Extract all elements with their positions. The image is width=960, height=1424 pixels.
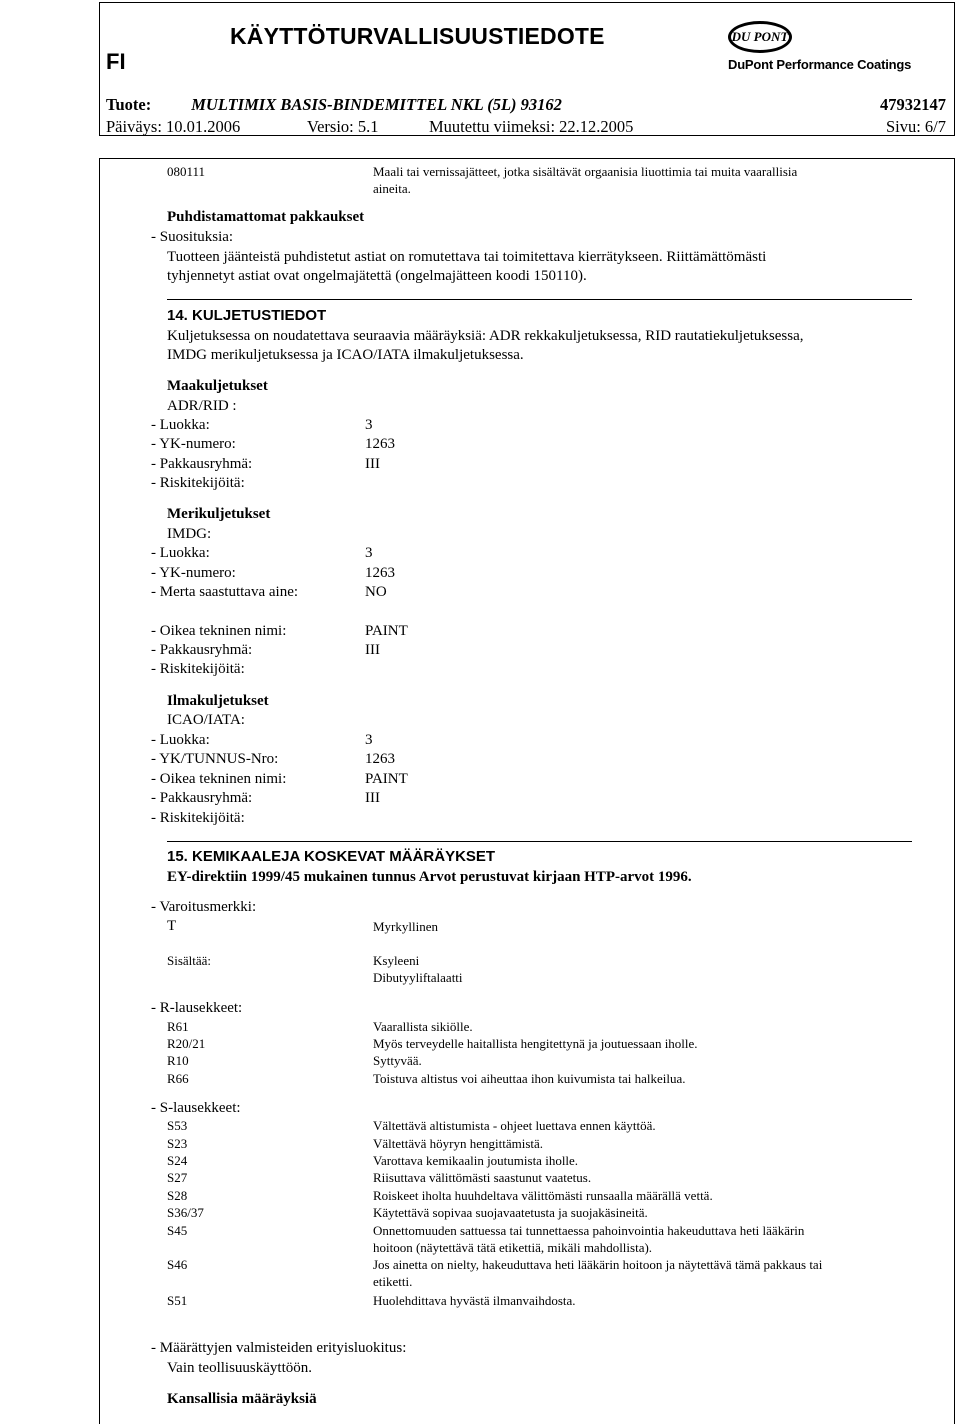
product-name: MULTIMIX BASIS-BINDEMITTEL NKL (5L) 93162 [191,95,562,114]
sea-row-label: - Riskitekijöitä: [151,661,245,677]
sea-row-value: III [365,642,380,658]
sea-row-value: PAINT [365,623,408,639]
s-phrase-text: Käytettävä sopivaa suojavaatetusta ja suojakäsineitä. [373,1205,648,1220]
land-row-value: III [365,456,380,472]
unclean-packaging-heading: Puhdistamattomat pakkaukset [167,209,365,225]
air-row-value: III [365,790,380,806]
land-row-label: - YK-numero: [151,436,236,452]
r-phrase-text: Syttyvää. [373,1053,422,1068]
land-row-value: 3 [365,417,373,433]
sea-row-label: - Oikea tekninen nimi: [151,623,287,639]
air-row-label: - Pakkausryhmä: [151,790,253,806]
s-phrase-code: S27 [167,1170,188,1185]
r-phrase-text: Myös terveydelle haitallista hengitettynä ja joutuessaan iholle. [373,1036,698,1051]
contains-item: Ksyleeni [373,953,420,968]
s-phrase-code: S24 [167,1153,188,1168]
land-row-label: - Pakkausryhmä: [151,456,253,472]
sea-transport-heading: Merikuljetukset [167,506,271,522]
s-phrase-text: Varottava kemikaalin joutumista iholle. [373,1153,579,1168]
air-row-label: - Riskitekijöitä: [151,810,245,826]
waste-description-line1: Maali tai vernissajätteet, jotka sisältävät orgaanisia liuottimia tai muita vaarallisia [373,164,798,179]
air-row-value: 1263 [365,751,395,767]
special-classification-label: - Määrättyjen valmisteiden erityisluokitus: [151,1340,407,1356]
page-number: Sivu: 6/7 [885,117,946,136]
contains-label: Sisältää: [167,953,212,968]
dupont-oval-logo-icon: DU PONT [728,21,792,53]
recommendations-line2: tyhjennetyt astiat ovat ongelmajätettä (ongelmajätteen koodi 150110). [167,268,587,284]
transport-intro-line2: IMDG merikuljetuksessa ja ICAO/IATA ilmakuljetuksessa. [167,347,524,363]
land-row-label: - Riskitekijöitä: [151,475,245,491]
section-14-heading: 14. KULJETUSTIEDOT [167,307,327,324]
section-15-heading: 15. KEMIKAALEJA KOSKEVAT MÄÄRÄYKSET [167,848,496,865]
s-phrases-label: - S-lausekkeet: [151,1100,241,1116]
r-phrase-text: Vaarallista sikiölle. [373,1019,473,1034]
sea-row-value: 3 [365,545,373,561]
s-phrase-text: Huolehdittava hyvästä ilmanvaihdosta. [373,1293,576,1308]
document-title: KÄYTTÖTURVALLISUUSTIEDOTE [230,23,605,49]
s-phrase-code: S36/37 [167,1205,204,1220]
document-header [99,2,955,136]
r-phrases-label: - R-lausekkeet: [151,1000,243,1016]
special-classification-value: Vain teollisuuskäyttöön. [167,1360,312,1376]
s-phrase-text: Vältettävä höyryn hengittämistä. [373,1136,544,1151]
air-row-label: - Luokka: [151,732,210,748]
last-modified: Muutettu viimeksi: 22.12.2005 [429,117,634,136]
sea-row-label: - Luokka: [151,545,210,561]
s-phrase-code: S53 [167,1118,188,1133]
land-row-value: 1263 [365,436,395,452]
s-phrase-text: Vältettävä altistumista - ohjeet luettava ennen käyttöä. [373,1118,656,1133]
s-phrase-text-continued: hoitoon (näytettävä tätä etikettiä, mikäli mahdollista). [373,1240,653,1255]
recommendations-line1: Tuotteen jäänteistä puhdistetut astiat on romutettava tai toimitettava kierrätykseen. Riittämättömästi [167,249,767,265]
sea-row-value: 1263 [365,565,395,581]
air-row-label: - Oikea tekninen nimi: [151,771,287,787]
sea-row-label: - Pakkausryhmä: [151,642,253,658]
section-divider [167,299,912,300]
sea-row-label: - YK-numero: [151,565,236,581]
meta-row [106,117,946,137]
r-phrase-code: R10 [167,1053,189,1068]
r-phrase-code: R20/21 [167,1036,206,1051]
s-phrase-text: Onnettomuuden sattuessa tai tunnettaessa pahoinvointia hakeuduttava heti lääkärin [373,1223,805,1238]
icao-iata-label: ICAO/IATA: [167,712,245,728]
section-15-subheading: EY-direktiin 1999/45 mukainen tunnus Arvot perustuvat kirjaan HTP-arvot 1996. [167,869,692,885]
s-phrase-text: Riisuttava välittömästi saastunut vaatetus. [373,1170,592,1185]
issue-date: Päiväys: 10.01.2006 [106,117,241,136]
warning-symbol-code: T [167,918,177,934]
dupont-performance-coatings-label: DuPont Performance Coatings [728,57,912,72]
s-phrase-code: S51 [167,1293,188,1308]
section-divider [167,841,912,842]
s-phrase-code: S28 [167,1188,188,1203]
waste-description-line2: aineita. [373,181,411,196]
air-row-value: PAINT [365,771,408,787]
sea-row-value: NO [365,584,387,600]
national-regulations-heading: Kansallisia määräyksiä [167,1391,317,1407]
s-phrase-code: S46 [167,1257,188,1272]
dupont-logo [728,15,948,75]
land-row-label: - Luokka: [151,417,210,433]
warning-symbol-label: - Varoitusmerkki: [151,899,257,915]
r-phrase-code: R66 [167,1071,189,1086]
air-transport-heading: Ilmakuljetukset [167,693,269,709]
recommendations-label: - Suosituksia: [151,229,234,245]
contains-item: Dibutyyliftalaatti [373,970,463,985]
transport-intro-line1: Kuljetuksessa on noudatettava seuraavia määräyksiä: ADR rekkakuljetuksessa, RID rautatiekuljetuksessa, [167,328,804,344]
adr-rid-label: ADR/RID : [167,398,237,414]
imdg-label: IMDG: [167,526,212,542]
s-phrase-text: Roiskeet iholta huuhdeltava välittömästi runsaalla määrällä vettä. [373,1188,713,1203]
land-transport-heading: Maakuljetukset [167,378,268,394]
warning-symbol-text: Myrkyllinen [373,919,438,934]
product-row [106,95,946,115]
sea-row-label: - Merta saastuttava aine: [151,584,299,600]
air-row-label: - YK/TUNNUS-Nro: [151,751,279,767]
r-phrase-text: Toistuva altistus voi aiheuttaa ihon kuivumista tai halkeilua. [373,1071,686,1086]
product-code: 47932147 [880,95,946,114]
product-label: Tuote: [106,95,152,114]
s-phrase-code: S23 [167,1136,188,1151]
s-phrase-code: S45 [167,1223,188,1238]
s-phrase-text-continued: etiketti. [373,1274,413,1289]
s-phrase-text: Jos ainetta on nielty, hakeuduttava heti lääkärin hoitoon ja näytettävä tämä pakkaus tai [373,1257,823,1272]
waste-code: 080111 [167,164,206,179]
air-row-value: 3 [365,732,373,748]
language-code: FI [106,49,126,74]
version: Versio: 5.1 [307,117,379,136]
r-phrase-code: R61 [167,1019,189,1034]
